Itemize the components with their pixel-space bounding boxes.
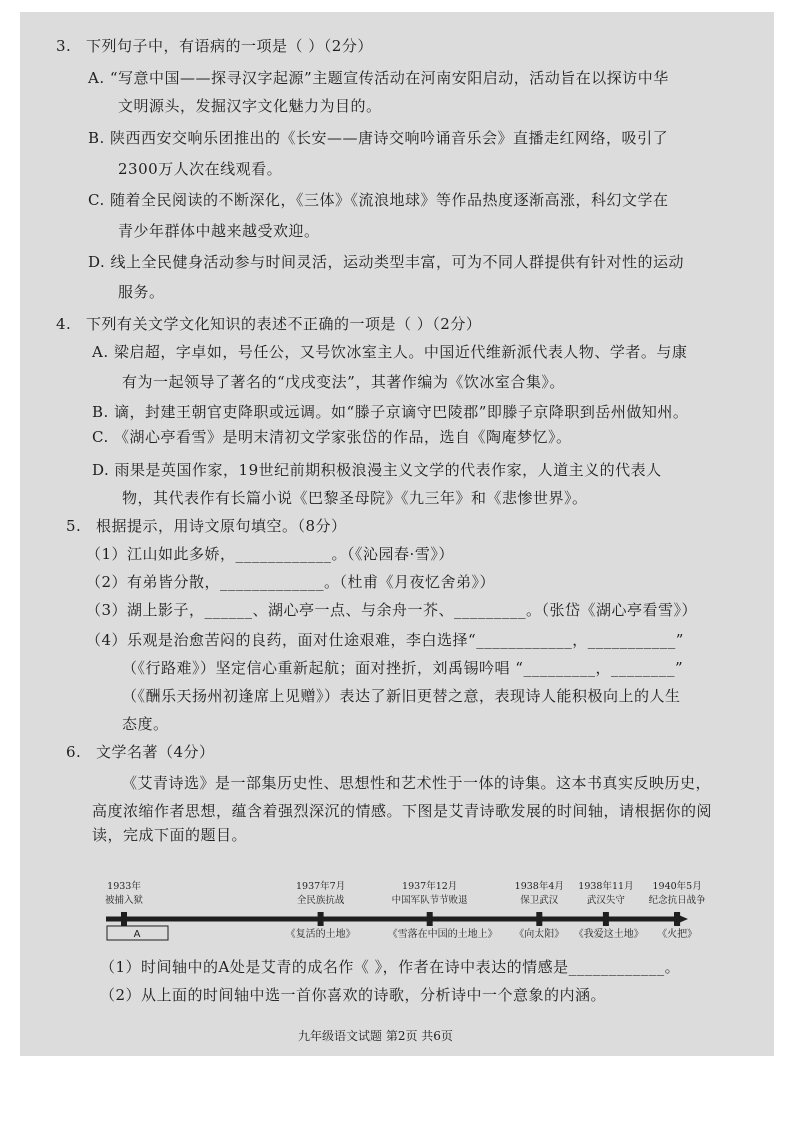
page-footer: 九年级语文试题 第2页 共6页 — [298, 1029, 453, 1043]
q5-item-line: （1）江山如此多娇，____________。（《沁园春·雪》） — [86, 545, 454, 563]
q5-number: 5. — [66, 517, 82, 535]
q3-number: 3. — [56, 37, 72, 55]
timeline-date: 1937年12月 — [402, 881, 458, 892]
q4-option-line: 物，其代表作有长篇小说《巴黎圣母院》《九三年》和《悲惨世界》。 — [122, 489, 588, 507]
timeline-poem: 《复活的土地》 — [285, 929, 356, 940]
q4-option-line: 有为一起领导了著名的“戊戌变法”，其著作编为《饮冰室合集》。 — [122, 373, 565, 391]
q5-item-line: （《酬乐天扬州初逢席上见赠》）表达了新旧更替之意，表现诗人能积极向上的人生 — [122, 687, 681, 705]
timeline-event: 武汉失守 — [586, 895, 625, 906]
timeline-tick — [318, 912, 324, 926]
q4-option-line: C. 《湖心亭看雪》是明末清初文学家张岱的作品，选自《陶庵梦忆》。 — [92, 428, 572, 446]
timeline-tick — [427, 912, 433, 926]
q6-intro-line: 读，完成下面的题目。 — [92, 826, 248, 844]
q3-option-line: 2300万人次在线观看。 — [118, 160, 283, 178]
timeline-date: 1937年7月 — [295, 881, 346, 892]
timeline-tick — [674, 912, 680, 926]
q6-intro-line: 高度浓缩作者思想，蕴含着强烈深沉的情感。下图是艾青诗歌发展的时间轴，请根据你的阅 — [92, 802, 713, 820]
q4-number: 4. — [56, 315, 72, 333]
q4-option-line: D. 雨果是英国作家，19世纪前期积极浪漫主义文学的代表作家，人道主义的代表人 — [92, 461, 662, 479]
q3-option-line: 文明源头，发掘汉字文化魅力为目的。 — [118, 97, 382, 115]
timeline-event: 保卫武汉 — [520, 895, 559, 906]
q6-number: 6. — [66, 743, 82, 761]
q6-subquestion: （1）时间轴中的A处是艾青的成名作《 》，作者在诗中表达的情感是____________。 — [100, 958, 681, 976]
timeline-event: 被捕入狱 — [104, 895, 144, 906]
q3-option-line: C. 随着全民阅读的不断深化，《三体》《流浪地球》等作品热度逐渐高涨，科幻文学在 — [88, 191, 669, 209]
timeline-tick — [603, 912, 609, 926]
q5-item-line: （2）有弟皆分散，_____________。（杜甫《月夜忆舍弟》） — [86, 573, 496, 591]
q6-subquestion: （2）从上面的时间轴中选一首你喜欢的诗歌，分析诗中一个意象的内涵。 — [100, 986, 607, 1004]
q5-item-line: （《行路难》）坚定信心重新起航；面对挫折，刘禹锡吟唱 “_________，________” — [122, 659, 684, 677]
q3-option-line: 服务。 — [118, 283, 165, 301]
timeline-tick — [121, 912, 127, 926]
q3-option-line: B. 陕西西安交响乐团推出的《长安——唐诗交响吟诵音乐会》直播走红网络，吸引了 — [88, 129, 669, 147]
timeline-event: 纪念抗日战争 — [648, 895, 706, 906]
q3-option-line: A. “写意中国——探寻汉字起源”主题宣传活动在河南安阳启动，活动旨在以探访中华 — [88, 69, 669, 87]
timeline-poem: 《火把》 — [657, 929, 698, 940]
q5-item-line: 态度。 — [122, 715, 169, 733]
timeline-event: 中国军队节节败退 — [391, 895, 468, 906]
q5-item-line: （3）湖上影子，______、湖心亭一点、与余舟一芥、_________。（张岱《湖心亭看雪》） — [86, 601, 698, 619]
timeline-date: 1938年11月 — [578, 881, 634, 892]
exam-page — [20, 12, 774, 1056]
q4-stem: 下列有关文学文化知识的表述不正确的一项是（ ）（2分） — [86, 315, 482, 333]
q4-option-line: A. 梁启超，字卓如，号任公，又号饮冰室主人。中国近代维新派代表人物、学者。与康 — [92, 343, 688, 361]
timeline-tick — [536, 912, 542, 926]
timeline-poem: 《雪落在中国的土地上》 — [387, 929, 498, 940]
answer-box-label: A — [133, 929, 141, 940]
q4-option-line: B. 谪，封建王朝官吏降职或远调。如“滕子京谪守巴陵郡”即滕子京降职到岳州做知州。 — [92, 403, 689, 421]
timeline-date: 1940年5月 — [652, 881, 702, 892]
q3-option-line: 青少年群体中越来越受欢迎。 — [118, 222, 320, 240]
q3-option-line: D. 线上全民健身活动参与时间灵活，运动类型丰富，可为不同人群提供有针对性的运动 — [88, 253, 685, 271]
q3-stem: 下列句子中，有语病的一项是（ ）（2分） — [86, 37, 373, 55]
timeline-poem: 《向太阳》 — [514, 929, 565, 940]
timeline-date: 1933年 — [107, 881, 141, 892]
timeline-poem: 《我爱这土地》 — [573, 929, 644, 940]
q5-stem: 根据提示，用诗文原句填空。（8分） — [96, 517, 347, 535]
timeline-date: 1938年4月 — [514, 881, 564, 892]
q6-stem: 文学名著（4分） — [96, 743, 215, 761]
q5-item-line: （4）乐观是治愈苦闷的良药，面对仕途艰难，李白选择“____________，___________” — [86, 631, 684, 649]
timeline-event: 全民族抗战 — [296, 895, 345, 906]
q6-intro-line: 《艾青诗选》是一部集历史性、思想性和艺术性于一体的诗集。这本书真实反映历史， — [122, 774, 712, 792]
